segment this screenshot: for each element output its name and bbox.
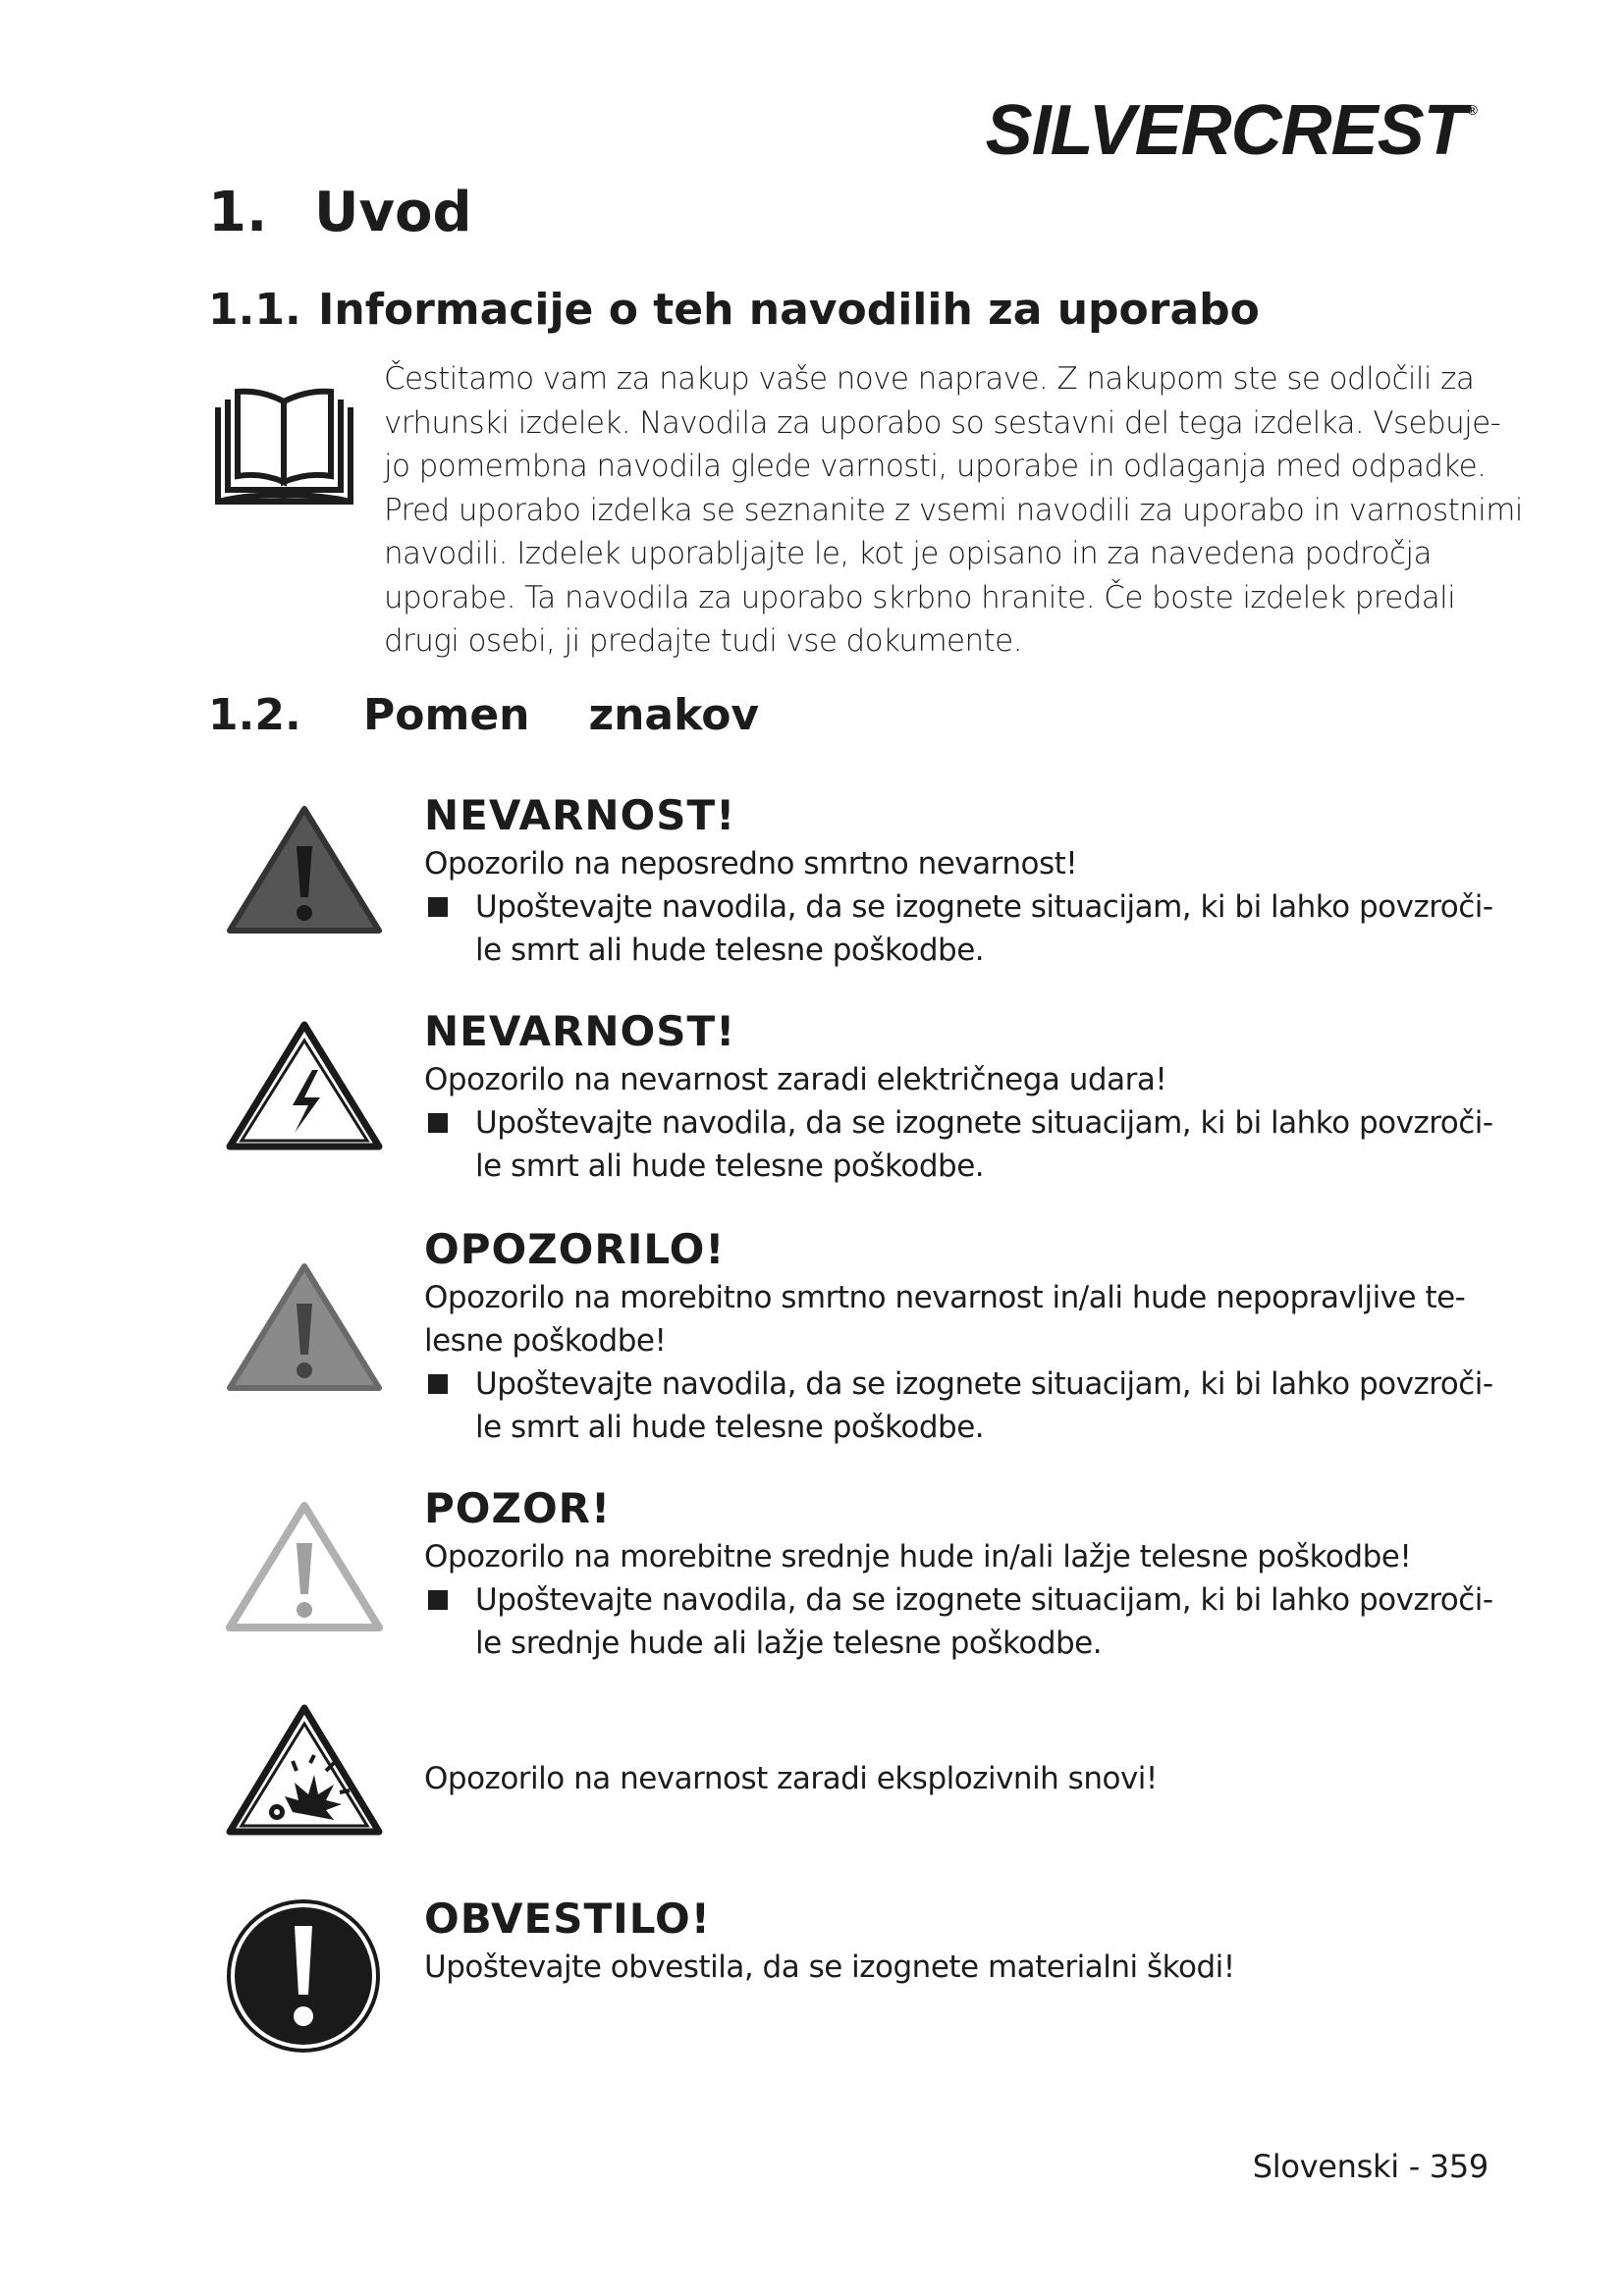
symbol-block-danger [424,789,1514,972]
intro-paragraph [384,357,1523,664]
brand-logo [986,90,1477,171]
chapter-number: 1. [208,181,268,244]
intro-line: jo pomembna navodila glede varnosti, uporabe in odlaganja med odpadke. [384,449,1487,484]
symbol-block-electric [424,1005,1514,1188]
symbol-description: Opozorilo na morebitne srednje hude in/ali lažje telesne poškodbe! [424,1539,1412,1575]
notice-exclamation-circle-icon [224,1896,383,2056]
symbol-title: NEVARNOST! [424,791,736,839]
section-title-word: Pomen [363,690,530,740]
symbol-description: Opozorilo na morebitno smrtno nevarnost in/ali hude nepopravljive te- [424,1280,1466,1315]
section-title-word: znakov [588,690,760,740]
symbol-title: OPOZORILO! [424,1225,726,1273]
section-title: Informacije o teh navodilih za uporabo [318,285,1260,335]
intro-line: vrhunski izdelek. Navodila za uporabo so sestavni del tega izdelka. Vsebuje- [384,404,1501,441]
section-number: 1.2. [208,690,301,740]
page-footer: Slovenski - 359 [1252,2148,1489,2185]
bullet-item: Upoštevajte navodila, da se izognete situacijam, ki bi lahko povzroči- [424,1101,1514,1145]
danger-exclamation-triangle-icon [224,803,385,936]
intro-line: Pred uporabo izdelka se seznanite z vsemi navodili za uporabo in varnostnimi [384,492,1523,528]
intro-line: drugi osebi, ji predajte tudi vse dokumente. [384,623,1022,659]
symbol-description: Opozorilo na neposredno smrtno nevarnost! [424,846,1078,881]
symbol-block-warning [424,1223,1514,1449]
chapter-heading [208,181,472,244]
symbol-title: NEVARNOST! [424,1007,736,1055]
symbol-block-explosive [424,1757,1514,1800]
bullet-continuation: le smrt ali hude telesne poškodbe. [475,1148,985,1184]
intro-line: navodili. Izdelek uporabljajte le, kot je opisano in za navedena področja [384,536,1432,571]
intro-line: Čestitamo vam za nakup vaše nove naprave. Z nakupom ste se odločili za [384,361,1475,397]
bullet-item: Upoštevajte navodila, da se izognete situacijam, ki bi lahko povzroči- [424,885,1514,929]
bullet-continuation: le smrt ali hude telesne poškodbe. [475,933,985,968]
electric-shock-triangle-icon [224,1019,385,1152]
section-heading-info [208,285,1260,335]
intro-line: uporabe. Ta navodila za uporabo skrbno hranite. Če boste izdelek predali [384,579,1456,615]
chapter-title: Uvod [314,181,472,244]
section-heading-symbols [208,690,759,740]
symbol-title: OBVESTILO! [424,1895,711,1943]
symbol-description: Upoštevajte obvestila, da se izognete materialni škodi! [424,1949,1235,1985]
symbol-description: Opozorilo na nevarnost zaradi električnega udara! [424,1062,1167,1097]
section-number: 1.1. [208,285,301,335]
explosive-triangle-icon [224,1702,385,1838]
open-book-icon [212,388,356,507]
warning-exclamation-triangle-icon [224,1260,385,1394]
bullet-item: Upoštevajte navodila, da se izognete situacijam, ki bi lahko povzroči- [424,1362,1514,1406]
bullet-continuation: le smrt ali hude telesne poškodbe. [475,1410,985,1445]
brand-name: SILVERCREST [985,91,1466,170]
symbol-description: Opozorilo na nevarnost zaradi eksplozivnih snovi! [424,1761,1158,1796]
caution-exclamation-triangle-icon [224,1500,385,1633]
symbol-block-caution [424,1482,1514,1665]
symbol-description: lesne poškodbe! [424,1323,667,1359]
symbol-title: POZOR! [424,1484,612,1532]
symbol-block-notice [424,1893,1514,1989]
bullet-continuation: le srednje hude ali lažje telesne poškodbe. [475,1626,1103,1661]
registered-mark: ® [1467,102,1477,118]
bullet-item: Upoštevajte navodila, da se izognete situacijam, ki bi lahko povzroči- [424,1578,1514,1622]
